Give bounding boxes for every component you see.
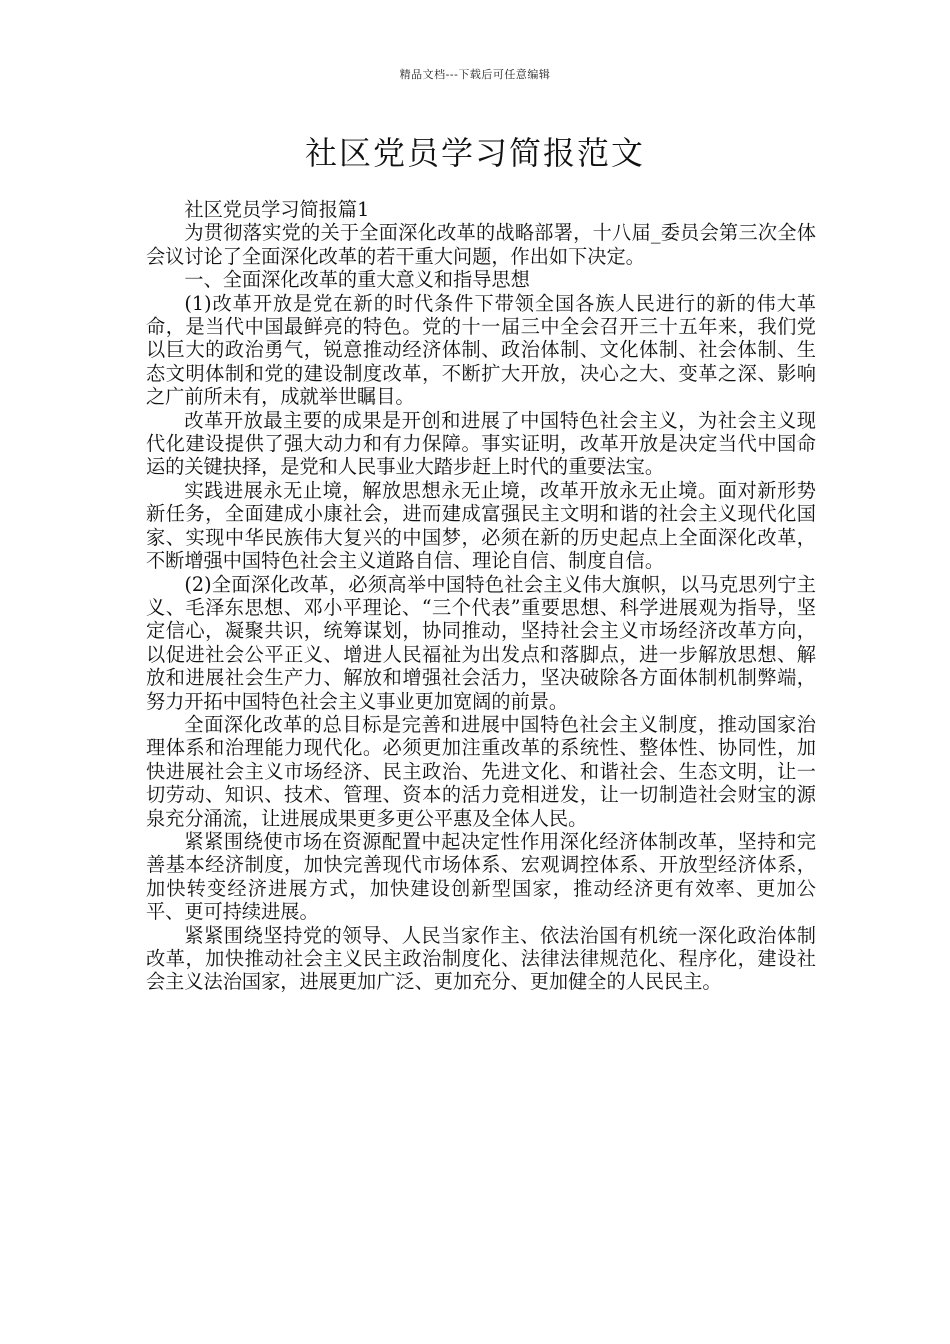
section-heading: 社区党员学习简报篇1 — [184, 198, 370, 221]
paragraph: 为贯彻落实党的关于全面深化改革的战略部署，十八届_委员会第三次全体会议讨论了全面深化改革的若干重大问题，作出如下决定。 — [146, 221, 816, 268]
paragraph: 全面深化改革的总目标是完善和进展中国特色社会主义制度，推动国家治理体系和治理能力现代化。必须更加注重改革的系统性、整体性、协同性，加快进展社会主义市场经济、民主政治、先进文化、和谐社会、生态文明，让一切劳动、知识、技术、管理、资本的活力竞相迸发，让一切制造社会财宝的源泉充分涌流，让进展成果更多更公平惠及全体人民。 — [146, 712, 816, 830]
document-title: 社区党员学习简报范文 — [304, 134, 645, 172]
paragraph: (1)改革开放是党在新的时代条件下带领全国各族人民进行的新的伟大革命，是当代中国最鲜亮的特色。党的十一届三中全会召开三十五年来，我们党以巨大的政治勇气，锐意推动经济体制、政治体制、文化体制、社会体制、生态文明体制和党的建设制度改革，不断扩大开放，决心之大、变革之深、影响之广前所未有，成就举世瞩目。 — [146, 291, 816, 409]
paragraph: (2)全面深化改革，必须高举中国特色社会主义伟大旗帜，以马克思列宁主义、毛泽东思想、邓小平理论、“三个代表”重要思想、科学进展观为指导，坚定信心，凝聚共识，统筹谋划，协同推动，坚持社会主义市场经济改革方向，以促进社会公平正义、增进人民福祉为出发点和落脚点，进一步解放思想、解放和进展社会生产力、解放和增强社会活力，坚决破除各方面体制机制弊端，努力开拓中国特色社会主义事业更加宽阔的前景。 — [146, 572, 816, 713]
paragraph: 紧紧围绕坚持党的领导、人民当家作主、依法治国有机统一深化政治体制改革，加快推动社会主义民主政治制度化、法律法律规范化、程序化，建设社会主义法治国家，进展更加广泛、更加充分、更加健全的人民民主。 — [146, 923, 816, 994]
header-note: 精品文档---下载后可任意编辑 — [399, 68, 551, 81]
paragraph: 紧紧围绕使市场在资源配置中起决定性作用深化经济体制改革，坚持和完善基本经济制度，加快完善现代市场体系、宏观调控体系、开放型经济体系，加快转变经济进展方式，加快建设创新型国家，推动经济更有效率、更加公平、更可持续进展。 — [146, 829, 816, 924]
paragraph: 改革开放最主要的成果是开创和进展了中国特色社会主义，为社会主义现代化建设提供了强大动力和有力保障。事实证明，改革开放是决定当代中国命运的关键抉择，是党和人民事业大踏步赶上时代的重要法宝。 — [146, 408, 816, 479]
paragraph: 实践进展永无止境，解放思想永无止境，改革开放永无止境。面对新形势新任务，全面建成小康社会，进而建成富强民主文明和谐的社会主义现代化国家、实现中华民族伟大复兴的中国梦，必须在新的历史起点上全面深化改革，不断增强中国特色社会主义道路自信、理论自信、制度自信。 — [146, 478, 816, 573]
section-heading: 一、全面深化改革的重大意义和指导思想 — [184, 268, 530, 292]
document-body — [146, 198, 816, 994]
